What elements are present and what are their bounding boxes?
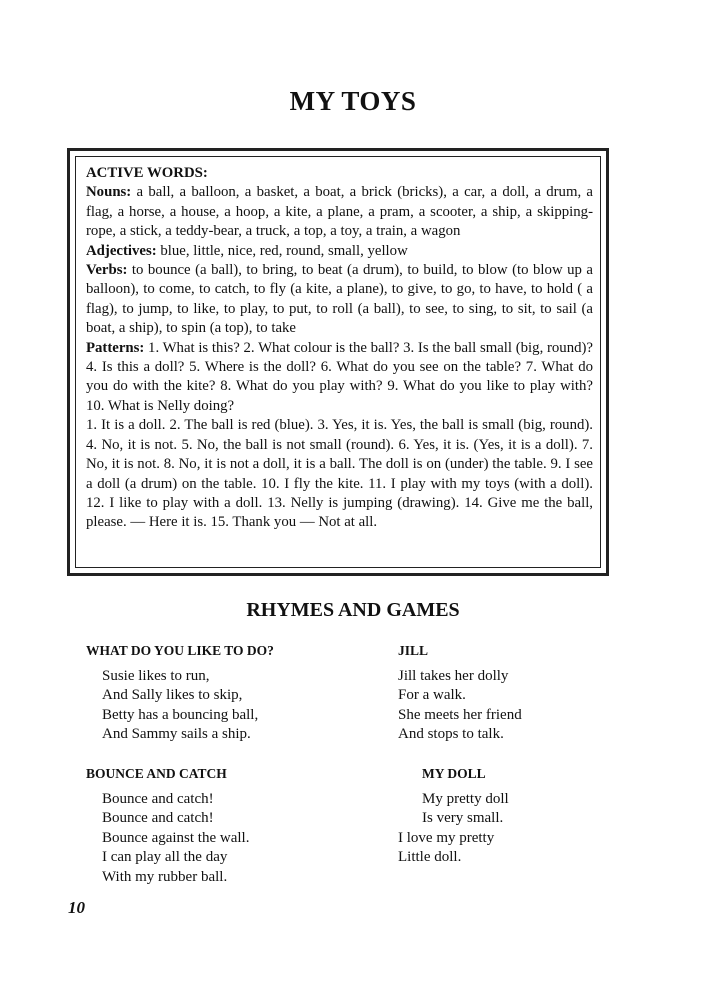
active-words-box	[67, 148, 609, 576]
poem-line: Betty has a bouncing ball,	[102, 706, 259, 723]
adjectives-text: blue, little, nice, red, round, small, yellow	[156, 242, 408, 259]
poem-line: She meets her friend	[398, 706, 522, 723]
adjectives-paragraph	[86, 242, 593, 261]
poem-line: Jill takes her dolly	[398, 667, 509, 684]
patterns-label: Patterns:	[86, 339, 145, 356]
poem-my-doll	[398, 764, 509, 868]
poem-title: BOUNCE AND CATCH	[86, 766, 227, 781]
adjectives-label: Adjectives:	[86, 242, 157, 259]
nouns-text: a ball, a balloon, a basket, a boat, a brick (bricks), a car, a doll, a drum, a flag, a horse, a house, a hoop, a kite, a plane, a pram, a scooter, a ship, a skipping-rope, a stick, a teddy-bear, a truck, a top, a toy, a train, a wagon	[86, 184, 593, 240]
poem-title: JILL	[398, 643, 429, 658]
poem-line: And Sammy sails a ship.	[102, 726, 251, 743]
active-words-content	[75, 156, 601, 568]
nouns-paragraph	[86, 183, 593, 241]
verbs-text: to bounce (a ball), to bring, to beat (a drum), to build, to blow (to blow up a balloon), to come, to catch, to fly (a kite, a plane), to give, to go, to have, to hold ( a flag), to jump, to like, to play, to put, to roll (a ball), to see, to sing, to sit, to sail (a boat, a ship), to spin (a top), to take	[86, 262, 593, 337]
page-title: MY TOYS	[289, 86, 417, 116]
poem-line: With my rubber ball.	[102, 868, 228, 885]
verbs-paragraph	[86, 261, 593, 339]
poem-line: Little doll.	[398, 849, 462, 866]
rhymes-section-title: RHYMES AND GAMES	[246, 599, 460, 621]
poem-line: Susie likes to run,	[102, 667, 210, 684]
page-number: 10	[68, 898, 85, 917]
poem-line: Bounce against the wall.	[102, 829, 250, 846]
verbs-label: Verbs:	[86, 262, 128, 279]
poem-title: WHAT DO YOU LIKE TO DO?	[86, 643, 274, 658]
poem-what-do-you-like	[86, 641, 274, 745]
poem-title: MY DOLL	[422, 766, 486, 781]
poem-line: I love my pretty	[398, 829, 495, 846]
active-words-heading: ACTIVE WORDS:	[86, 165, 208, 181]
answers-paragraph: 1. It is a doll. 2. The ball is red (blue). 3. Yes, it is. Yes, the ball is small (big, round). 4. No, it is not. 5. No, the ball is not small (round). 6. Yes, it is. (Yes, it is a doll). 7. No, it is not. 8. No, it is not a doll, it is a ball. The doll is on (under) the table. 9. I see a doll (a drum) on the table. 10. I fly the kite. 11. I play with my toys (with a doll). 12. I like to play with a doll. 13. Nelly is jumping (drawing). 14. Give me the ball, please. — Here it is. 15. Thank you — Not at all.	[86, 417, 593, 531]
poem-line: Bounce and catch!	[102, 790, 214, 807]
poem-line: Is very small.	[422, 810, 504, 827]
poem-line: For a walk.	[398, 687, 466, 704]
poem-line: And Sally likes to skip,	[102, 687, 243, 704]
poem-line: I can play all the day	[102, 849, 228, 866]
poem-bounce-and-catch	[86, 764, 249, 888]
poem-jill	[398, 641, 522, 745]
patterns-text: 1. What is this? 2. What colour is the ball? 3. Is the ball small (big, round)? 4. Is this a doll? 5. Where is the doll? 6. What do you see on the table? 7. What do you do with the kite? 8. What do you play with? 9. What do you like to play with? 10. What is Nelly doing?	[86, 339, 593, 414]
poem-line: My pretty doll	[422, 790, 509, 807]
poem-line: And stops to talk.	[398, 726, 504, 743]
nouns-label: Nouns:	[86, 184, 132, 201]
poem-line: Bounce and catch!	[102, 810, 214, 827]
patterns-paragraph	[86, 339, 593, 417]
